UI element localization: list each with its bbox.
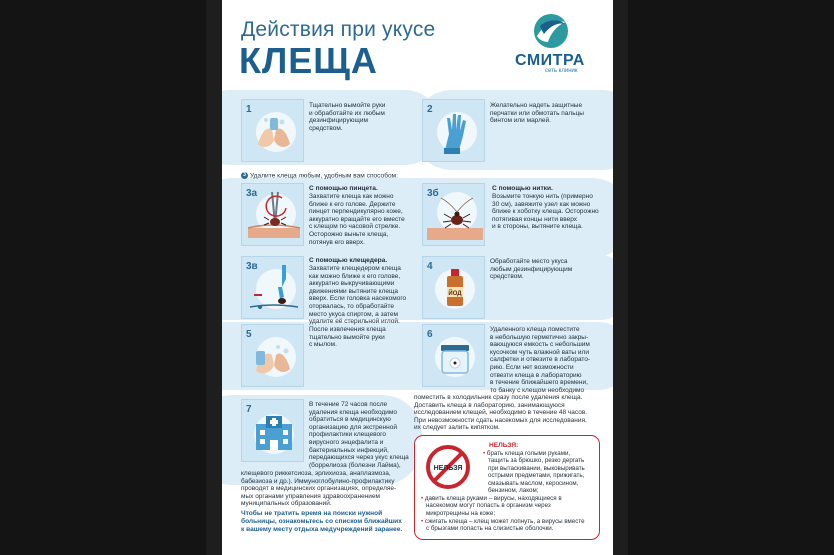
step-3b-text — [492, 193, 599, 231]
text-line: бензином, лаком; — [488, 487, 539, 495]
step-number: 3б — [427, 188, 439, 199]
step-3-intro-text: Удалите клеща любым, удобным вам способом: — [250, 172, 399, 180]
text-line: в течение ближайшего времени, — [490, 379, 588, 387]
text-line: вающуюся емкость с небольшим — [490, 341, 590, 349]
thread-icon — [423, 184, 486, 247]
bottle-label: ЙОД — [448, 291, 462, 297]
jar-icon — [423, 325, 486, 388]
text-line — [483, 450, 585, 457]
poster — [222, 0, 613, 555]
text-line: Чтобы не тратить время на поиски нужной — [241, 510, 383, 517]
step-3v-card — [241, 256, 304, 319]
text-line: пинцет перпендикулярно коже, — [309, 208, 403, 216]
step-6-card — [422, 324, 485, 387]
logo-subtitle: сеть клиник — [545, 68, 578, 74]
text-line: В течение 72 часов после — [309, 401, 388, 408]
text-line: рию. Если нет возможности — [490, 363, 574, 371]
text-line: При невозможности сдать насекомых для исследования, — [414, 416, 587, 424]
text-line: смазывать маслом, керосином, — [488, 479, 579, 487]
text-line: После извлечения клеща — [309, 326, 386, 333]
warning-box — [414, 435, 600, 540]
step-6-text — [490, 326, 590, 394]
step-1-text — [309, 102, 385, 132]
text-line: бабезиоза и др.). Иммуноглобулино-профилактику — [241, 477, 395, 485]
text-line: оторвалась, то обработайте — [309, 302, 395, 310]
bullet-icon: • — [421, 518, 424, 525]
step-5-card — [241, 324, 304, 387]
text-line: дезинфицирующим — [309, 117, 368, 125]
text-line: потянув его вверх. — [309, 238, 365, 246]
text-line: с брызгами попасть на слизистые оболочки. — [426, 525, 554, 533]
text-line: 30 см), завяжите узел как можно — [492, 200, 591, 208]
text-line: микротрещины на коже; — [426, 509, 496, 517]
step-number: 1 — [246, 104, 252, 115]
text-line: поместить в холодильник сразу после удаления клеща. — [414, 394, 583, 401]
text-line: средством. — [309, 124, 343, 132]
step-3-badge: 3 — [241, 172, 248, 179]
text-line: Осторожно выньте клеща, — [309, 230, 389, 238]
warning-item — [421, 518, 585, 533]
text-line: муниципальных образований. — [241, 500, 332, 508]
text-line: удаления клеща необходимо — [309, 408, 397, 416]
text-line: любым дезинфицирующим — [490, 265, 573, 273]
step-4-card — [422, 256, 485, 319]
text-line: и в стороны, вытяните клеща. — [492, 223, 583, 231]
text-line: Тщательно вымойте руки — [309, 102, 386, 109]
step-number: 3в — [246, 261, 258, 272]
text-line: при вытаскивании, выковыривать — [488, 464, 585, 472]
text-line: обратиться в медицинскую — [309, 416, 391, 424]
tick-twister-icon — [242, 257, 305, 320]
text-line: (боррелиоза (болезни Лайма), — [309, 461, 401, 469]
text-line: ближе к его голове. Держите — [309, 200, 396, 208]
text-line: исследованием клещей, необходимо в течение 48 часов. — [414, 409, 588, 417]
text-line: передающихся через укус клеща — [309, 454, 409, 462]
step-3a-heading: С помощью пинцета. — [309, 185, 378, 192]
step-number: 5 — [246, 329, 252, 340]
step-3a-card — [241, 183, 304, 246]
text-line: движениями вытяните клеща — [309, 287, 398, 295]
text-line: с клещом по часовой стрелке. — [309, 223, 401, 231]
text-line: вверх. Если головка насекомого — [309, 295, 407, 303]
text-line: острыми предметами, прижигать, — [488, 472, 585, 480]
step-7-text — [309, 401, 409, 469]
text-line: Возьмите тонкую нить (примерно — [492, 193, 593, 200]
text-line: больницы, ознакомьтесь со списком ближайших — [241, 518, 402, 525]
warning-item — [421, 495, 562, 517]
step-4-text — [490, 258, 572, 281]
sign-text: НЕЛЬЗЯ — [433, 465, 463, 472]
step-3-intro — [241, 172, 398, 179]
footer-note — [241, 510, 402, 534]
text-line: клещевого риккетсиоза, эрлихиоза, анаплазмоза, — [241, 470, 391, 477]
text-line: Захватите клеща как можно — [309, 193, 394, 200]
text-line: средством. — [490, 273, 524, 281]
text-line: отвезти клеща в лабораторию — [490, 371, 582, 379]
text-line: Доставить клеща в лабораторию, занимающуюся — [414, 401, 565, 409]
clinic-logo-icon — [532, 12, 570, 50]
text-line: насекомом могут попасть в организм через — [426, 502, 551, 510]
warning-item — [483, 450, 585, 494]
step-2-text — [490, 102, 584, 125]
text-line: Захватите клещедером клеща — [309, 265, 401, 272]
text-line: вирусного энцефалита и — [309, 438, 384, 446]
step-3v-heading: С помощью клещедера. — [309, 257, 388, 264]
text-line: перчатки или обмотать пальцы — [490, 109, 584, 117]
text-line: Обработайте место укуса — [490, 258, 568, 265]
text-line: аккуратно выкручивающими — [309, 280, 395, 288]
text-line: аккуратно вращайте его вместе — [309, 215, 405, 223]
text-line: с мылом. — [309, 341, 337, 349]
step-number: 6 — [427, 329, 433, 340]
text-line: тащить за брюшко, резко дергать — [488, 457, 585, 465]
text-line: проводят в медицинских организациях, определяе- — [241, 485, 397, 493]
text-line: и обработайте их любым — [309, 109, 385, 117]
text-line: удалите её стерильной иглой. — [309, 318, 400, 326]
iodine-bottle-icon — [423, 257, 486, 320]
bullet-icon: • — [421, 495, 424, 502]
text-line: салфетки и отвезите в лаборато- — [490, 356, 591, 364]
bullet-icon: • — [483, 450, 486, 457]
step-3b-heading: С помощью нитки. — [492, 185, 553, 192]
text-line: Удаленного клеща поместите — [490, 326, 580, 333]
text-line: бактериальных инфекций, — [309, 446, 389, 454]
text-line — [421, 518, 585, 525]
warning-title: НЕЛЬЗЯ: — [489, 442, 519, 449]
step-7-card — [241, 399, 304, 462]
hand-wash-icon — [242, 325, 305, 388]
step-7-text-wide — [241, 470, 396, 508]
text-line: мых органами управления здравоохранением — [241, 492, 381, 500]
text-line: кусочком чуть влажной ваты или — [490, 348, 589, 356]
step-number: 2 — [427, 104, 433, 115]
step-number: 3а — [246, 188, 258, 199]
text-line — [421, 495, 562, 502]
hospital-icon — [242, 400, 305, 463]
page-title-main: КЛЕЩА — [239, 40, 378, 81]
text-line: сжигать клеща – клещ может лопнуть, а вирусы вместе — [424, 518, 585, 525]
step-3v-text — [309, 265, 406, 326]
glove-icon — [423, 100, 486, 163]
step-1-card — [241, 99, 304, 162]
text-line: профилактики клещевого — [309, 431, 386, 439]
text-line: бинтом или марлей. — [490, 117, 551, 125]
text-line: их следует залить кипятком. — [414, 424, 500, 432]
step-5-text — [309, 326, 386, 349]
text-line: брать клеща голыми руками, — [486, 450, 571, 457]
step-number: 4 — [427, 261, 433, 272]
text-line: организацию для экстренной — [309, 423, 397, 431]
step-6-text-wide — [414, 394, 587, 432]
tweezers-icon — [242, 184, 305, 247]
page-title: Действия при укусе — [241, 18, 436, 41]
text-line: в небольшую герметично закры- — [490, 333, 589, 341]
hand-wash-icon — [242, 100, 305, 163]
text-line: тщательно вымойте руки — [309, 333, 385, 341]
text-line: потягивая концы нити вверх — [492, 215, 578, 223]
text-line: как можно ближе к его голове, — [309, 272, 401, 280]
text-line: то банку с клещом необходимо — [490, 386, 585, 394]
step-3b-card — [422, 183, 485, 246]
text-line: ближе к хоботку клеща. Осторожно — [492, 208, 599, 216]
text-line: давить клеща руками – вирусы, находящиеся в — [424, 495, 562, 502]
text-line: место укуса спиртом, а затем — [309, 310, 399, 318]
prohibition-icon — [425, 444, 471, 490]
text-line: Желательно надеть защитные — [490, 102, 583, 109]
step-2-card — [422, 99, 485, 162]
text-line: к вашему месту отдыха медучреждений заранее. — [241, 526, 403, 533]
step-number: 7 — [246, 404, 252, 415]
logo-name: СМИТРА — [515, 52, 585, 69]
step-3a-text — [309, 193, 405, 246]
